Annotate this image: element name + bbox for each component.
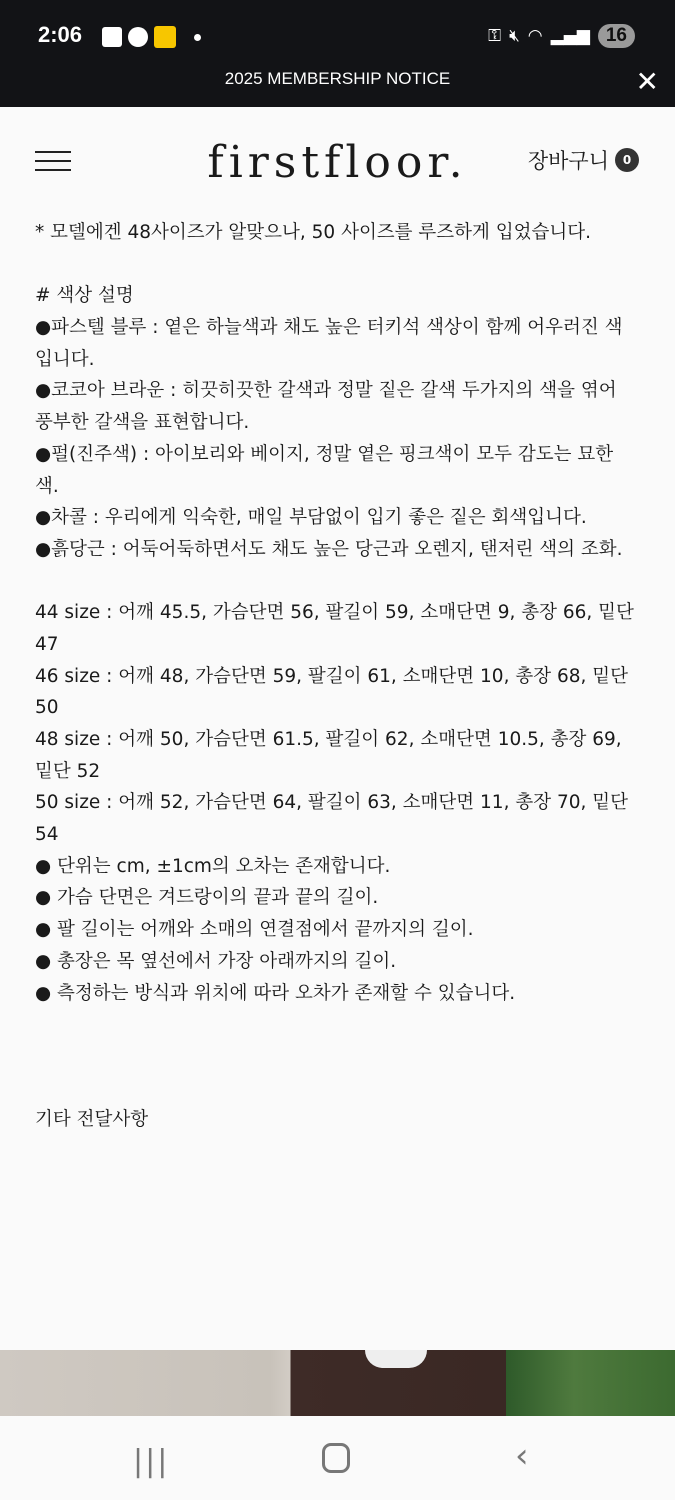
description-line: 46 size : 어깨 48, 가슴단면 59, 팔길이 61, 소매단면 10, 총장 68, 밑단 [35, 665, 629, 687]
description-line: 54 [35, 824, 59, 846]
home-icon[interactable] [322, 1443, 350, 1473]
description-line: 색. [35, 475, 59, 497]
close-icon[interactable]: ✕ [635, 65, 659, 98]
android-nav-bar [0, 1416, 675, 1500]
blank-line [35, 1041, 655, 1073]
battery-indicator: 16 [598, 24, 635, 48]
blank-line [35, 566, 655, 598]
description-line: ● 가슴 단면은 겨드랑이의 끝과 끝의 길이. [35, 887, 379, 909]
description-line: 50 size : 어깨 52, 가슴단면 64, 팔길이 63, 소매단면 11, 총장 70, 밑단 [35, 792, 629, 814]
description-line: 48 size : 어깨 50, 가슴단면 61.5, 팔길이 62, 소매단면 10.5, 총장 69, [35, 729, 622, 750]
description-line: * 모델에겐 48사이즈가 알맞으나, 50 사이즈를 루즈하게 입었습니다. [35, 222, 592, 243]
description-line: ●차콜 : 우리에게 익숙한, 매일 부담없이 입기 좋은 짙은 회색입니다. [35, 507, 587, 529]
description-line: 입니다. [35, 348, 95, 370]
back-icon[interactable]: ‹ [515, 1436, 529, 1476]
description-line: ●코코아 브라운 : 히끗히끗한 갈색과 정말 짙은 갈색 두가지의 색을 엮어 [35, 380, 617, 402]
cart-button[interactable] [528, 145, 639, 175]
description-line: ●파스텔 블루 : 옅은 하늘색과 채도 높은 터키석 색상이 함께 어우러진 색 [35, 317, 623, 339]
description-line: ● 총장은 목 옆선에서 가장 아래까지의 길이. [35, 950, 397, 972]
cart-count-badge: 0 [615, 148, 639, 172]
vpn-key-icon: ⚿ [488, 26, 502, 46]
description-line: 기타 전달사항 [35, 1109, 149, 1131]
recent-apps-icon[interactable]: ||| [133, 1444, 170, 1479]
status-time: 2:06 [38, 22, 83, 47]
wifi-icon: ◠ [527, 26, 543, 46]
description-line: 47 [35, 633, 59, 655]
blank-line [35, 1073, 655, 1105]
system-icons [488, 24, 635, 48]
description-line: 밑단 52 [35, 760, 101, 782]
site-logo[interactable]: firstfloor. [207, 137, 468, 188]
status-bar [0, 0, 675, 60]
description-line: # 색상 설명 [35, 285, 134, 307]
notification-yellow-app-icon [154, 26, 176, 48]
more-notifications-dot-icon [194, 34, 201, 41]
notification-app-icon [102, 27, 122, 47]
membership-notice-banner[interactable] [0, 60, 675, 107]
description-line: ● 측정하는 방식과 위치에 따라 오차가 존재할 수 있습니다. [35, 982, 516, 1004]
blank-line [35, 249, 655, 281]
notification-chat-icon [128, 27, 148, 47]
cart-label: 장바구니 [527, 149, 609, 173]
description-line: 44 size : 어깨 45.5, 가슴단면 56, 팔길이 59, 소매단면 9, 총장 66, 밑단 [35, 602, 634, 624]
blank-line [35, 1009, 655, 1041]
description-line: 풍부한 갈색을 표현합니다. [35, 412, 250, 434]
product-photo [0, 1350, 675, 1416]
mute-icon: 🔇︎ [509, 26, 520, 46]
description-line: ● 팔 길이는 어깨와 소매의 연결점에서 끝까지의 길이. [35, 919, 474, 941]
notice-text[interactable]: 2025 MEMBERSHIP NOTICE [224, 69, 451, 88]
signal-icon: ▂▄▆ [550, 26, 590, 46]
description-line: ●흙당근 : 어둑어둑하면서도 채도 높은 당근과 오렌지, 탠저린 색의 조화. [35, 538, 623, 560]
description-line: 50 [35, 697, 59, 719]
description-line: ●펄(진주색) : 아이보리와 베이지, 정말 옅은 핑크색이 모두 감도는 묘한 [35, 443, 614, 465]
site-header [0, 107, 675, 197]
description-line: ● 단위는 cm, ±1cm의 오차는 존재합니다. [35, 855, 391, 877]
notification-icons [102, 26, 201, 48]
product-description [35, 217, 655, 1136]
